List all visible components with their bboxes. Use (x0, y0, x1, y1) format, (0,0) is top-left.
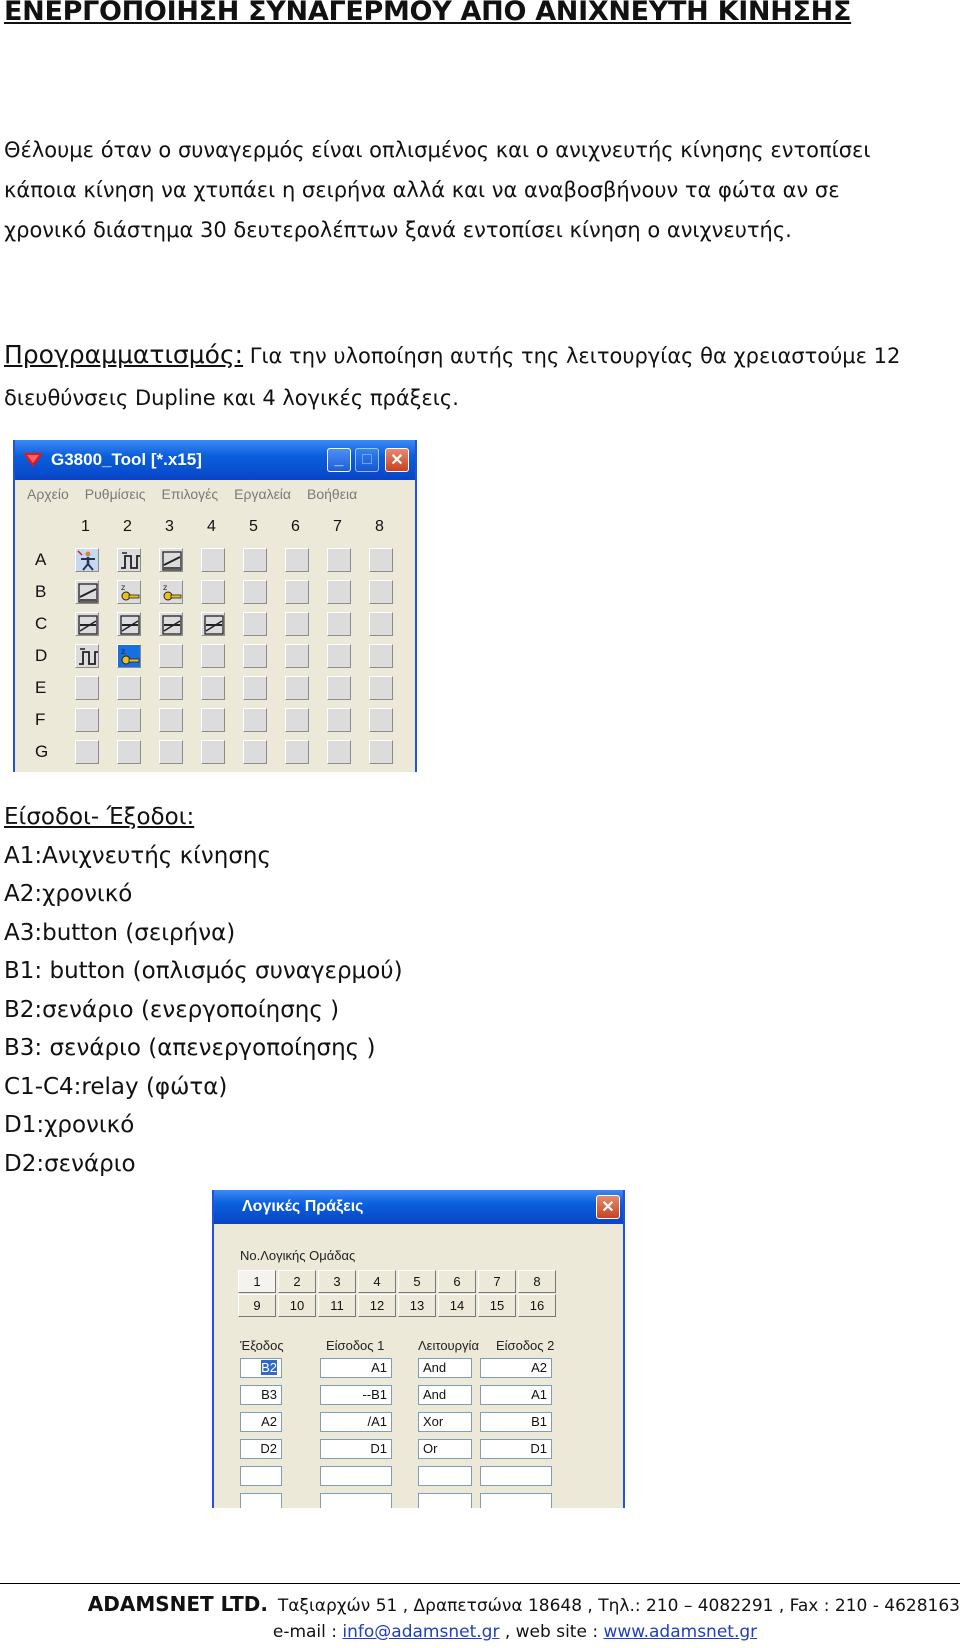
menu-file[interactable]: Αρχείο (27, 486, 69, 502)
grid-cell-empty[interactable] (369, 676, 393, 700)
grid-cell-a3[interactable] (159, 548, 183, 572)
grid-cell-empty[interactable] (369, 708, 393, 732)
column-header: 1 (81, 518, 90, 535)
grid-cell-empty[interactable] (285, 740, 309, 764)
function-field[interactable] (418, 1412, 472, 1432)
grid-cell-empty[interactable] (369, 644, 393, 668)
button-icon (161, 550, 183, 572)
group-button[interactable]: 1 (238, 1270, 276, 1293)
grid-cell-c4[interactable] (201, 612, 225, 636)
column-header: 5 (249, 518, 258, 535)
input2-field[interactable] (480, 1412, 552, 1432)
field-value: /A1 (367, 1414, 387, 1429)
page-title: ΕΝΕΡΓΟΠΟΙΗΣΗ ΣΥΝΑΓΕΡΜΟΥ ΑΠΟ ΑΝΙΧΝΕΥΤΗ ΚΙΝΗΣΗΣ (4, 0, 852, 27)
relay-icon (77, 614, 99, 636)
email-link[interactable]: info@adamsnet.gr (342, 1622, 500, 1642)
group-button[interactable]: 10 (278, 1294, 316, 1317)
grid-cell-empty[interactable] (201, 548, 225, 572)
row-header: C (35, 614, 48, 633)
io-item: D1:χρονικό (4, 1112, 135, 1138)
grid-cell-empty[interactable] (159, 676, 183, 700)
intro-line: κάποια κίνηση να χτυπάει η σειρήνα αλλά και να αναβοσβήνουν τα φώτα αν σε (4, 178, 840, 202)
grid-cell-empty[interactable] (327, 708, 351, 732)
io-item: A3:button (σειρήνα) (4, 919, 236, 946)
g3800-tool-window (13, 440, 417, 772)
programming-heading: Προγραμματισμός: (4, 340, 244, 369)
group-label: No.Λογικής Ομάδας (240, 1248, 356, 1263)
grid-cell-empty[interactable] (201, 676, 225, 700)
row-header: A (35, 550, 47, 569)
output-field[interactable] (240, 1439, 282, 1459)
grid-cell-empty[interactable] (75, 740, 99, 764)
header-input2: Είσοδος 2 (496, 1338, 555, 1353)
footer-contacts (0, 1622, 960, 1642)
header-output: Έξοδος (240, 1338, 284, 1353)
input1-field[interactable] (320, 1358, 392, 1378)
row-header: G (35, 742, 49, 761)
field-value: B3 (261, 1387, 277, 1402)
timer-icon (119, 550, 141, 572)
group-button[interactable]: 12 (358, 1294, 396, 1317)
programming-paragraph (4, 334, 954, 419)
grid-cell-empty[interactable] (117, 676, 141, 700)
close-button[interactable]: ✕ (596, 1195, 620, 1219)
group-button[interactable]: 2 (278, 1270, 316, 1293)
group-button[interactable]: 14 (438, 1294, 476, 1317)
io-item: A2:χρονικό (4, 881, 133, 907)
input1-field[interactable] (320, 1493, 392, 1508)
scenario-icon (161, 582, 183, 604)
relay-icon (119, 614, 141, 636)
function-field[interactable] (418, 1466, 472, 1486)
input1-field[interactable] (320, 1439, 392, 1459)
website-link[interactable]: www.adamsnet.gr (603, 1622, 758, 1642)
grid-cell-d1[interactable] (75, 644, 99, 668)
input2-field[interactable] (480, 1358, 552, 1378)
group-button[interactable]: 11 (318, 1294, 356, 1317)
grid-cell-b2[interactable] (117, 580, 141, 604)
input1-field[interactable] (320, 1412, 392, 1432)
column-header: 6 (291, 518, 300, 535)
window-title: G3800_Tool [*.x15] (51, 450, 202, 469)
column-header: 8 (375, 518, 384, 535)
io-item: D2:σενάριο (4, 1150, 136, 1177)
email-label: e-mail : (272, 1622, 343, 1642)
group-button[interactable]: 5 (398, 1270, 436, 1293)
column-header: 4 (207, 518, 216, 535)
grid-cell-empty[interactable] (75, 708, 99, 732)
field-value: A2 (261, 1414, 277, 1429)
timer-icon (77, 646, 99, 668)
grid-cell-empty[interactable] (327, 644, 351, 668)
button-icon (77, 582, 99, 604)
svg-text:z: z (121, 583, 126, 592)
window-title: Λογικές Πράξεις (242, 1198, 364, 1215)
grid-cell-empty[interactable] (201, 740, 225, 764)
grid-cell-empty[interactable] (369, 612, 393, 636)
group-button[interactable]: 13 (398, 1294, 436, 1317)
input2-field[interactable] (480, 1385, 552, 1405)
menu-settings[interactable]: Ρυθμίσεις (84, 486, 146, 502)
grid-cell-b3[interactable] (159, 580, 183, 604)
field-value: Xor (423, 1414, 444, 1429)
field-value: D1 (370, 1441, 387, 1456)
grid-cell-empty[interactable] (201, 580, 225, 604)
input2-field[interactable] (480, 1439, 552, 1459)
io-item: C1-C4:relay (φώτα) (4, 1073, 228, 1100)
grid-cell-empty[interactable] (285, 612, 309, 636)
close-button[interactable]: ✕ (385, 448, 409, 472)
minimize-button[interactable]: _ (327, 448, 351, 472)
output-field[interactable] (240, 1385, 282, 1405)
svg-text:z: z (163, 583, 168, 592)
grid-cell-empty[interactable] (201, 708, 225, 732)
field-value: And (423, 1387, 447, 1402)
grid-cell-empty[interactable] (369, 548, 393, 572)
svg-text:z: z (121, 647, 126, 656)
menu-help[interactable]: Βοήθεια (307, 486, 358, 502)
grid-cell-d2[interactable] (117, 644, 141, 668)
input1-field[interactable] (320, 1466, 392, 1486)
row-header: E (35, 678, 47, 697)
footer-address (0, 1592, 960, 1616)
grid-cell-empty[interactable] (285, 548, 309, 572)
output-field[interactable] (240, 1412, 282, 1432)
intro-line: Θέλουμε όταν ο συναγερμός είναι οπλισμένος και ο ανιχνευτής κίνησης εντοπίσει (4, 138, 871, 162)
group-button[interactable]: 4 (358, 1270, 396, 1293)
group-button[interactable]: 16 (518, 1294, 556, 1317)
function-field[interactable] (418, 1385, 472, 1405)
function-field[interactable] (418, 1493, 472, 1508)
row-header: F (35, 710, 46, 729)
field-value: --B1 (362, 1387, 387, 1402)
io-heading: Είσοδοι- Έξοδοι: (4, 804, 195, 830)
grid-cell-empty[interactable] (243, 644, 267, 668)
relay-icon (161, 614, 183, 636)
footer-divider (0, 1583, 960, 1584)
function-field[interactable] (418, 1439, 472, 1459)
output-field[interactable] (240, 1493, 282, 1508)
logic-operations-window (212, 1190, 625, 1508)
grid-cell-c3[interactable] (159, 612, 183, 636)
menu-tools[interactable]: Εργαλεία (234, 486, 292, 502)
group-button[interactable]: 9 (238, 1294, 276, 1317)
column-header: 2 (123, 518, 132, 535)
field-value: B1 (531, 1414, 547, 1429)
grid-cell-b1[interactable] (75, 580, 99, 604)
motion-sensor-icon (77, 550, 99, 572)
grid-cell-empty[interactable] (327, 740, 351, 764)
grid-cell-c1[interactable] (75, 612, 99, 636)
grid-cell-empty[interactable] (369, 580, 393, 604)
grid-cell-empty[interactable] (117, 740, 141, 764)
io-list (4, 798, 403, 1183)
row-header: D (35, 646, 48, 665)
input2-field[interactable] (480, 1466, 552, 1486)
window-titlebar[interactable] (15, 440, 415, 480)
column-header: 3 (165, 518, 174, 535)
output-field[interactable] (240, 1358, 282, 1378)
group-button[interactable]: 6 (438, 1270, 476, 1293)
grid-cell-empty[interactable] (327, 676, 351, 700)
grid-cell-empty[interactable] (117, 708, 141, 732)
grid-cell-empty[interactable] (243, 676, 267, 700)
input1-field[interactable] (320, 1385, 392, 1405)
field-value: D1 (530, 1441, 547, 1456)
io-item: B3: σενάριο (απενεργοποίησης ) (4, 1035, 376, 1061)
input2-field[interactable] (480, 1493, 552, 1508)
group-button[interactable]: 3 (318, 1270, 356, 1293)
grid-cell-empty[interactable] (243, 580, 267, 604)
grid-cell-empty[interactable] (285, 676, 309, 700)
io-item: B1: button (οπλισμός συναγερμού) (4, 958, 403, 984)
io-item: A1:Ανιχνευτής κίνησης (4, 842, 272, 869)
grid-cell-empty[interactable] (159, 708, 183, 732)
group-button[interactable]: 15 (478, 1294, 516, 1317)
grid-cell-empty[interactable] (285, 644, 309, 668)
header-function: Λειτουργία (418, 1338, 479, 1353)
field-value: And (423, 1360, 447, 1375)
grid-cell-empty[interactable] (327, 580, 351, 604)
grid-cell-empty[interactable] (75, 676, 99, 700)
function-field[interactable] (418, 1358, 472, 1378)
grid-cell-a2[interactable] (117, 548, 141, 572)
grid-cell-empty[interactable] (243, 740, 267, 764)
web-label: , web site : (499, 1622, 604, 1642)
row-header: B (35, 582, 47, 601)
field-value: Or (423, 1441, 438, 1456)
grid-cell-empty[interactable] (243, 612, 267, 636)
scenario-icon (119, 582, 141, 604)
output-field[interactable] (240, 1466, 282, 1486)
maximize-button[interactable]: □ (355, 448, 379, 472)
field-value: A1 (531, 1387, 547, 1402)
intro-line: χρονικό διάστημα 30 δευτερολέπτων ξανά εντοπίσει κίνηση ο ανιχνευτής. (4, 218, 792, 242)
grid-cell-empty[interactable] (285, 708, 309, 732)
grid-cell-empty[interactable] (327, 548, 351, 572)
grid-cell-empty[interactable] (159, 644, 183, 668)
grid-cell-empty[interactable] (243, 708, 267, 732)
menu-bar (15, 480, 415, 508)
company-name: ADAMSNET LTD. (87, 1592, 268, 1616)
address-text: Ταξιαρχών 51 , Δραπετσώνα 18648 , Τηλ.: 210 – 4082291 , Fax : 210 - 4628163 (277, 1596, 960, 1616)
grid-cell-empty[interactable] (159, 740, 183, 764)
grid-cell-a1[interactable] (75, 548, 99, 572)
programming-text: διευθύνσεις Dupline και 4 λογικές πράξεις. (4, 386, 459, 410)
header-input1: Είσοδος 1 (326, 1338, 385, 1353)
relay-icon (203, 614, 225, 636)
menu-options[interactable]: Επιλογές (161, 486, 219, 502)
field-value: A1 (371, 1360, 387, 1375)
field-value: A2 (531, 1360, 547, 1375)
grid-cell-empty[interactable] (243, 548, 267, 572)
io-item: B2:σενάριο (ενεργοποίησης ) (4, 996, 340, 1023)
field-value: D2 (260, 1441, 277, 1456)
window-titlebar[interactable] (214, 1190, 623, 1224)
grid-cell-empty[interactable] (327, 612, 351, 636)
column-header: 7 (333, 518, 342, 535)
field-value: B2 (261, 1360, 277, 1375)
intro-paragraph (4, 130, 954, 250)
grid-cell-empty[interactable] (285, 580, 309, 604)
grid-cell-empty[interactable] (201, 644, 225, 668)
scenario-icon (119, 646, 141, 668)
grid-cell-c2[interactable] (117, 612, 141, 636)
programming-text: Για την υλοποίηση αυτής της λειτουργίας θα χρειαστούμε 12 (243, 344, 901, 368)
app-logo-icon (23, 453, 43, 467)
grid-cell-empty[interactable] (369, 740, 393, 764)
group-button[interactable]: 7 (478, 1270, 516, 1293)
group-button[interactable]: 8 (518, 1270, 556, 1293)
